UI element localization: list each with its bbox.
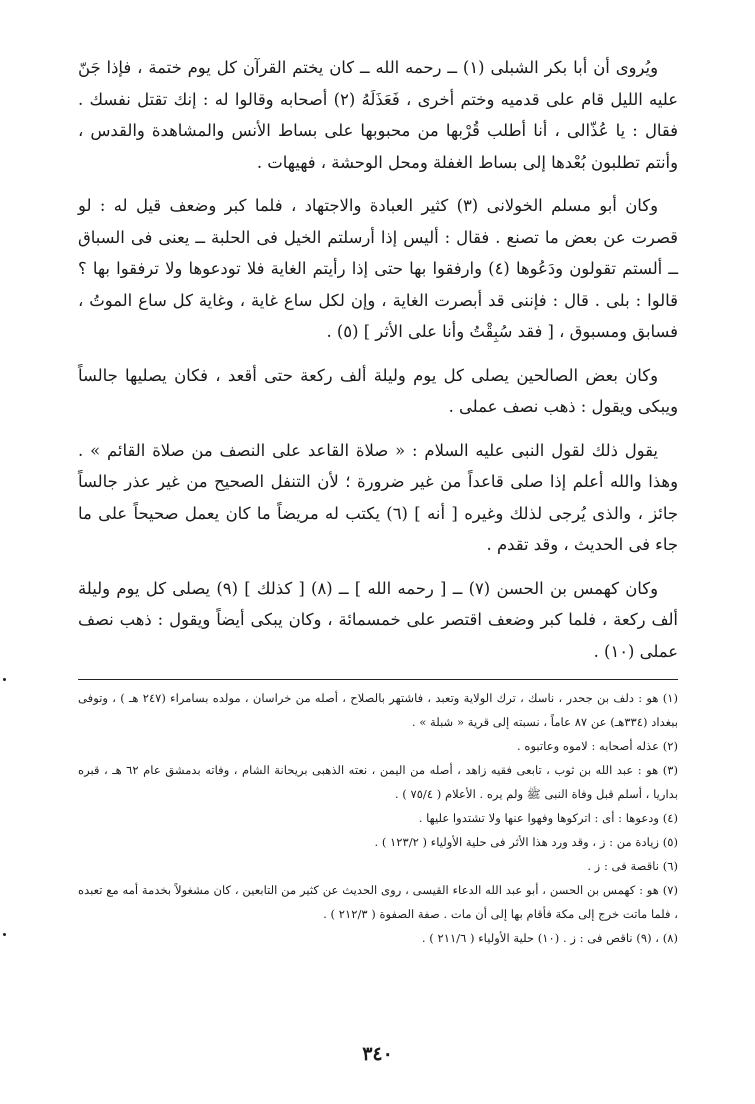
page-number: ٣٤٠ [362, 1043, 393, 1065]
footnote-6: (٦) ناقصة فى : ز . [587, 859, 678, 873]
footnote-divider [78, 679, 678, 680]
footnote-5: (٥) زيادة من : ز ، وقد ورد هذا الأثر فى حلية الأولياء ( ١٢٣/٢ ) . [374, 835, 678, 849]
footnote-1: (١) هو : دلف بن جحدر ، ناسك ، ترك الولاية وتعبد ، فاشتهر بالصلاح ، أصله من خراسان ، مولده بسامراء (٢٤٧ هـ ) ، وتوفى ببغداد (٣٣٤هـ) عن ٨٧ عاماً ، نسبته إلى قرية « شبلة » . [78, 691, 678, 729]
paragraph-kahmas: وكان كهمس بن الحسن (٧) ــ [ رحمه الله ] ــ (٨) [ كذلك ] (٩) يصلى كل يوم وليلة ألف ركعة ، فلما كبر وضعف اقتصر على خمسمائة ، وكان يبكى أيضاً ويقول : ذهب نصف عملى (١٠) . [78, 578, 678, 661]
paragraph-shibli: ويُروى أن أبا بكر الشبلى (١) ــ رحمه الله ــ كان يختم القرآن كل يوم ختمة ، فإذا جَنّ عليه الليل قام على قدميه وختم أخرى ، فَعَذَلَهُ (٢) أصحابه وقالوا له : إنك تقتل نفسك . فقال : يا عُذّالى ، أنا أطلب قُرْبها من محبوبها على بساط الأنس والمشاهدة والقدس ، وأنتم تطلبون بُعْدها إلى بساط الغفلة ومحل الوحشة ، فهيهات . [78, 58, 678, 172]
scan-mark [3, 678, 6, 681]
scan-mark [3, 933, 6, 936]
paragraph-khawlani: وكان أبو مسلم الخولانى (٣) كثير العبادة والاجتهاد ، فلما كبر وضعف قيل له : لو قصرت عن بعض ما تصنع . فقال : أليس إذا أرسلتم الخيل فى الحلبة ــ يعنى فى السباق ــ ألستم تقولون ودَعُوها (٤) وارفقوا بها حتى إذا رأيتم الغاية فلا تودعوها ولا ترفقوا بها ؟ قالوا : بلى . قال : فإننى قد أبصرت الغاية ، وإن لكل ساع غاية ، وغاية كل ساع الموتُ ، فسابق ومسبوق ، [ فقد سُبِقْتُ وأنا على الأثر ] (٥) . [78, 196, 679, 341]
footnote-7: (٧) هو : كهمس بن الحسن ، أبو عبد الله الدعاء القيسى ، روى الحديث عن كثير من التابعين ، كان مشغولاً بخدمة أمه مع تعبده ، فلما ماتت خرج إلى مكة فأقام بها إلى أن مات . صفة الصفوة ( ٢١٢/٣ ) . [78, 883, 678, 921]
paragraph-salihin: وكان بعض الصالحين يصلى كل يوم وليلة ألف ركعة حتى أقعد ، فكان يصليها جالساً ويبكى ويقول : ذهب نصف عملى . [78, 365, 678, 416]
footnote-8-10: (٨) ، (٩) ناقص فى : ز . (١٠) حلية الأولياء ( ٢١١/٦ ) . [421, 931, 678, 945]
footnote-4: (٤) ودعوها : أى : اتركوها وفهوا عنها ولا تشتدوا عليها . [418, 811, 678, 825]
footnotes [78, 686, 678, 950]
page-body [78, 52, 678, 950]
footnote-3: (٣) هو : عبد الله بن ثوب ، تابعى فقيه زاهد ، أصله من اليمن ، نعته الذهبى بريحانة الشام ، وفاته بدمشق عام ٦٢ هـ ، قبره بداريا ، أسلم قبل وفاة النبى ﷺ ولم يره . الأعلام ( ٧٥/٤ ) . [78, 763, 678, 801]
footnote-2: (٢) عذله أصحابه : لاموه وعاتبوه . [517, 739, 678, 753]
paragraph-hadith: يقول ذلك لقول النبى عليه السلام : « صلاة القاعد على النصف من صلاة القائم » . وهذا والله أعلم إذا صلى قاعداً من غير ضرورة ؛ لأن التنفل الصحيح من غير عذر جالساً جائز ، والذى يُرجى لذلك وغيره [ أنه ] (٦) يكتب له مريضاً ما كان يعمل صحيحاً على ما جاء فى الحديث ، وقد تقدم . [78, 440, 678, 554]
